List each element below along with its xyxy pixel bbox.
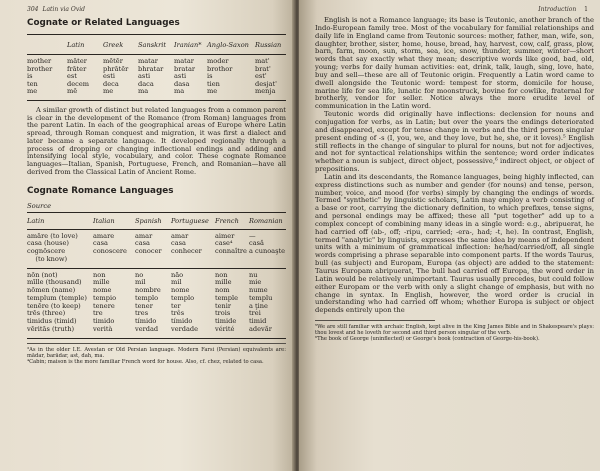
cell-romanian: — casă a cunoaşte [249,231,286,256]
right-running-title: Introduction [538,6,577,13]
cell-spanish: no mil nombre templo tener tres tímido verdad [135,270,161,333]
right-paragraph: Latin and its descendants, the Romance languages, being highly inflected, can express distinctions such as number and gender (for nouns) and tense, person, number, voice, and mood (for verbs) simply by changing the endings of words. Termed "synthetic" by linguistic scholars, Latin may employ a verb consisting of a base or root, carrying the dictionary definition, to which prefixes, tense signs, and personal endings may be affixed; these all "put together" add up to a complex concept of combining many ideas in a single word: e.g., abripuerat, he had carried off (ab-, off; -ripu, carried; -era-, had; -t, he). In contrast, English, termed "analytic" by linguists, expresses the same idea by means of independent units with a minimum of grammatical inflection: he/had/carried/off, all single words comprising a phrase separable into component parts. If the words Taurus, bull (as subject) and Europam, Europa (as object) are added to the statement: Taurus Europam abripuerat, The bull had carried off Europa, the word order in Latin would be relatively unimportant. Taurus usually precedes, but could follow either Europam or the verb with only a slight change of emphasis, but with no change in syntax. In English, however, the word order is crucial in understanding who had carried off whom; whether Europa is subject or object depends entirely upon the [315,172,594,315]
left-running-head [27,5,286,14]
table-row [27,55,286,101]
col-romanian: Romanian [249,216,283,225]
cognate-related-heading: Cognate or Related Languages [27,18,180,28]
col-greek: Greek [103,41,124,49]
cell-iranian: matar bratar asti dasa ma [174,57,196,96]
cell-italian: non mille nome tempio tenere tre timido verità [93,270,117,333]
cell-portuguese: não mil nome templo ter três tímido verdade [171,270,199,333]
right-running-head [315,5,594,14]
cell-french: non mille nom temple tenir trois timide vérité [215,270,239,333]
source-label: Source [27,201,52,210]
table-row [27,229,286,268]
col-portuguese: Portuguese [171,216,209,225]
right-page-number: 1 [584,6,588,13]
cell-french: aimer case⁴ connaître [215,231,247,256]
cognate-romance-table [27,212,286,339]
cell-sanskrit: matar bhratar asti daca ma [138,57,164,96]
footnote: ³As in the older I.E. Avestan or Old Persian language. Modern Farsi (Persian) equivalents are: mādar, barādar, ast, dah, ma. [27,346,286,359]
cell-romanian: nu mie nume templu a ţine trei timid adevăr [249,270,273,333]
left-page-number: 304 [27,6,39,13]
col-spanish: Spanish [135,216,162,225]
left-page [0,0,296,471]
col-french: French [215,216,239,225]
cell-latin: māter frāter est decem mē [67,57,89,96]
cell-spanish: amar casa conocer [135,231,162,256]
right-paragraph: Teutonic words did originally have inflections: declension for nouns and conjugation for verbs, as in Latin; but over the years the endings deteriorated and disappeared, except for tense change in verbs and the third person singular present ending of -s (I, you, we, and they love, but he, she, or it loves).⁵ English still reflects in the change of singular to plural for nouns, but not for adjectives, and not for syntactical relationships within the sentence; word order indicates whether a noun is subject, direct object, possessive,⁶ indirect object, or object of prepositions. [315,110,594,174]
col-english [27,35,67,55]
col-latin: Latin [67,41,85,49]
col-latin-source: Latin [27,216,45,225]
footnote: ⁵We are still familiar with archaic English, kept alive in the King James Bible and in Shakespeare's plays: thou lovest and he loveth for second and third person singular of the verb. [315,324,594,337]
cell-latin-source: amāre (to love) casa (house) cognōscere (to know) [27,231,78,263]
col-italian: Italian [93,216,115,225]
left-paragraph: A similar growth of distinct but related languages from a common parent is clear in the development of the Romance (from Roman) languages from the parent Latin. In each of the geographical areas of Europe where Latin spread, through Roman conquest and migration, it was first a dialect and later became a separate language. It developed regionally through a process of dropping or changing inflectional endings and adding and intensifying local style, vocabulary, and color. These cognate Romance languages—Italian, Spanish, Portuguese, French, and Romanian—have all derived from the Classical Latin of Ancient Rome. [27,105,286,176]
cognate-romance-heading: Cognate Romance Languages [27,185,174,196]
col-iranian: Iranian* [174,41,202,49]
footnote: ⁶The book of George (uninflected) or George's book (contraction of George-his-book). [315,336,540,343]
cognate-related-table [27,34,286,101]
cell-greek: mētēr phrātēr esti deca me [103,57,129,96]
left-running-title: Latin via Ovid [42,6,85,13]
col-russian: Russian [255,41,282,49]
cell-english: mother brother is ten me [27,57,53,96]
col-anglo-saxon: Anglo-Saxon [207,41,249,49]
right-paragraph: English is not a Romance language; its base is Teutonic, another branch of the Indo-European family tree. Most of the vocabulary for familial relationships and daily life in England came from Teutonic sources: mother, father, man, wife, son, daughter, brother, sister, home, house, bread, hay, harvest, cow, calf, grass, plow, barn, farm, moon, sun, storm, sea, ice, snow, thunder, summer, winter—short words that say exactly what they mean; descriptive words like good, bad, old, young; verbs for daily human activities: eat, drink, talk, laugh, sing, love, hate, buy and sell—these are all of Teutonic origin. Frequently a Latin word came to dwell alongside the Teutonic word: tempest for storm, domicile for house, marine life for sea life, lunatic for moonstruck, bovine for cowlike, fraternal for brotherly, vendor for seller. Notice always the more erudite level of communication in the Latin word. [315,16,594,111]
cell-anglo-saxon: moder brothor is tien me [207,57,233,96]
table-row [27,268,286,338]
right-page [299,0,600,471]
cell-russian: mat' brat' est' desjat' menja [255,57,277,96]
col-sanskrit: Sanskrit [138,41,166,49]
cell-latin-source: nōn (not) mīlle (thousand) nōmen (name) templum (temple) tenēre (to keep) trēs (three) timidus (timid) vēritās (truth) [27,270,87,333]
right-footnotes [315,324,594,343]
cell-portuguese: amar casa conhecer [171,231,202,256]
cell-italian: amare casa conoscere [93,231,127,256]
footnote: ⁴Cabin; maison is the more familiar French word for house. Also, cf. chez, related to casa. [27,359,264,366]
left-footnotes [27,343,286,366]
